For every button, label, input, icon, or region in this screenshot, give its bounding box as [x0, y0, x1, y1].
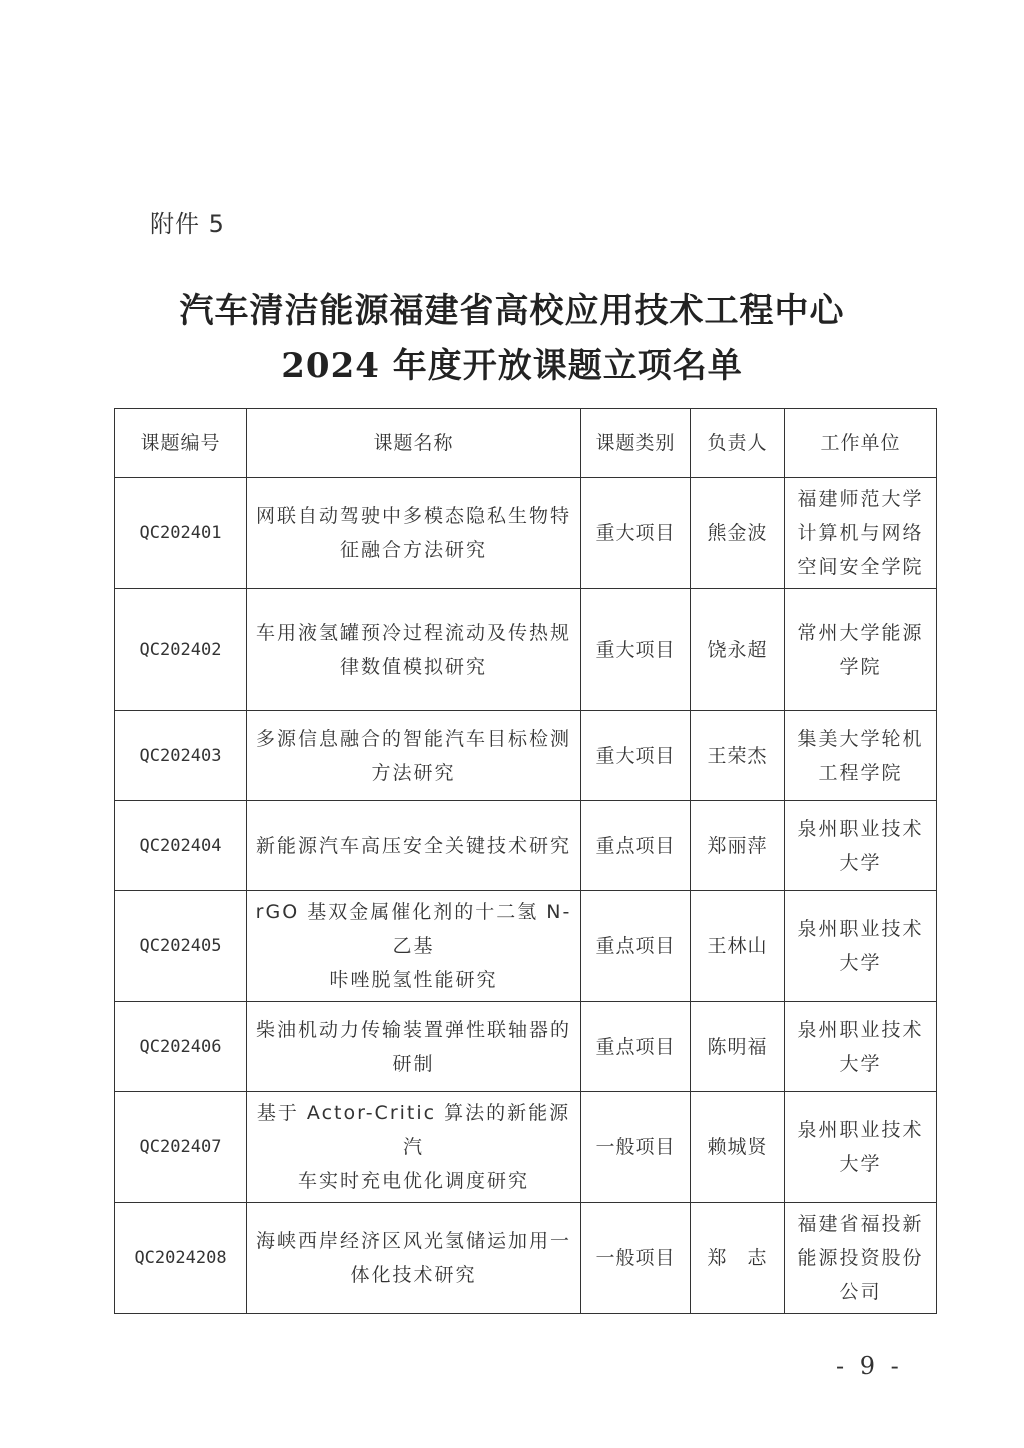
cell-code: QC202406	[115, 1002, 247, 1092]
cell-name-line: 研制	[392, 1052, 435, 1075]
cell-name-line: 网联自动驾驶中多模态隐私生物特	[255, 505, 571, 527]
cell-name	[247, 1002, 581, 1092]
cell-unit-line: 学院	[839, 655, 882, 678]
header-code: 课题编号	[115, 409, 247, 478]
cell-leader: 郑丽萍	[691, 801, 785, 891]
cell-category: 重大项目	[581, 589, 691, 711]
cell-name	[247, 801, 581, 891]
cell-unit	[785, 801, 937, 891]
cell-unit-line: 能源投资股份	[797, 1247, 924, 1269]
cell-leader: 饶永超	[691, 589, 785, 711]
cell-unit-line: 大学	[839, 851, 882, 874]
cell-code: QC202401	[115, 478, 247, 589]
cell-unit-line: 空间安全学院	[797, 556, 924, 578]
cell-category: 一般项目	[581, 1203, 691, 1314]
cell-unit-line: 福建省福投新	[797, 1213, 924, 1235]
header-unit: 工作单位	[785, 409, 937, 478]
cell-code: QC2024208	[115, 1203, 247, 1314]
cell-leader: 王林山	[691, 891, 785, 1002]
attachment-label: 附件 5	[150, 210, 225, 238]
cell-name-line: 车实时充电优化调度研究	[297, 1170, 529, 1192]
cell-name	[247, 1203, 581, 1314]
cell-leader: 熊金波	[691, 478, 785, 589]
cell-code: QC202405	[115, 891, 247, 1002]
cell-name-line: 车用液氢罐预冷过程流动及传热规	[255, 621, 571, 644]
cell-code: QC202404	[115, 801, 247, 891]
cell-category: 一般项目	[581, 1092, 691, 1203]
cell-unit-line: 大学	[839, 952, 882, 974]
cell-unit	[785, 891, 937, 1002]
cell-unit-line: 福建师范大学	[797, 488, 924, 510]
table-body	[115, 478, 937, 1314]
table-row	[115, 1203, 937, 1314]
cell-code: QC202402	[115, 589, 247, 711]
cell-name	[247, 589, 581, 711]
page-number: - 9 -	[836, 1352, 903, 1380]
cell-unit-line: 大学	[839, 1052, 882, 1075]
table-row	[115, 711, 937, 801]
cell-category: 重大项目	[581, 478, 691, 589]
cell-name	[247, 478, 581, 589]
cell-name	[247, 1092, 581, 1203]
cell-unit-line: 泉州职业技术	[797, 918, 924, 940]
document-title-line-1: 汽车清洁能源福建省高校应用技术工程中心	[179, 291, 845, 331]
cell-category: 重点项目	[581, 1002, 691, 1092]
cell-name-line: 多源信息融合的智能汽车目标检测	[255, 727, 571, 750]
cell-unit-line: 泉州职业技术	[797, 1119, 924, 1141]
cell-category: 重点项目	[581, 801, 691, 891]
cell-leader: 王荣杰	[691, 711, 785, 801]
cell-name	[247, 711, 581, 801]
cell-unit-line: 工程学院	[818, 761, 903, 784]
cell-unit	[785, 1092, 937, 1203]
cell-unit-line: 大学	[839, 1153, 882, 1175]
document-title-line-2: 2024 年度开放课题立项名单	[281, 346, 743, 386]
cell-name-line: 律数值模拟研究	[339, 655, 487, 678]
cell-name-line: 新能源汽车高压安全关键技术研究	[255, 834, 571, 857]
header-name: 课题名称	[247, 409, 581, 478]
cell-unit	[785, 711, 937, 801]
cell-unit-line: 泉州职业技术	[797, 1018, 924, 1041]
table-row	[115, 891, 937, 1002]
cell-category: 重大项目	[581, 711, 691, 801]
project-list-table	[114, 408, 937, 1314]
table-row	[115, 1002, 937, 1092]
table-row	[115, 801, 937, 891]
cell-name-line: 征融合方法研究	[339, 539, 487, 561]
cell-code: QC202407	[115, 1092, 247, 1203]
cell-leader: 陈明福	[691, 1002, 785, 1092]
cell-unit-line: 集美大学轮机	[797, 727, 924, 750]
cell-unit-line: 公司	[839, 1281, 882, 1303]
cell-name-line: 方法研究	[371, 761, 456, 784]
cell-unit-line: 计算机与网络	[797, 522, 924, 544]
cell-unit-line: 泉州职业技术	[797, 817, 924, 840]
cell-unit	[785, 1203, 937, 1314]
header-category: 课题类别	[581, 409, 691, 478]
table-header-row	[115, 409, 937, 478]
cell-name-line: 海峡西岸经济区风光氢储运加用一	[255, 1230, 571, 1252]
cell-name-line: 基于 Actor-Critic 算法的新能源汽	[256, 1102, 571, 1158]
cell-unit	[785, 1002, 937, 1092]
header-leader: 负责人	[691, 409, 785, 478]
cell-name	[247, 891, 581, 1002]
table-row	[115, 1092, 937, 1203]
cell-unit	[785, 589, 937, 711]
cell-name-line: rGO 基双金属催化剂的十二氢 N-乙基	[255, 901, 572, 957]
table-row	[115, 478, 937, 589]
cell-unit	[785, 478, 937, 589]
table-row	[115, 589, 937, 711]
cell-name-line: 柴油机动力传输装置弹性联轴器的	[255, 1018, 571, 1041]
cell-leader: 郑 志	[691, 1203, 785, 1314]
cell-code: QC202403	[115, 711, 247, 801]
cell-category: 重点项目	[581, 891, 691, 1002]
cell-unit-line: 常州大学能源	[797, 621, 924, 644]
cell-name-line: 咔唑脱氢性能研究	[329, 969, 498, 991]
cell-name-line: 体化技术研究	[350, 1264, 477, 1286]
cell-leader: 赖城贤	[691, 1092, 785, 1203]
